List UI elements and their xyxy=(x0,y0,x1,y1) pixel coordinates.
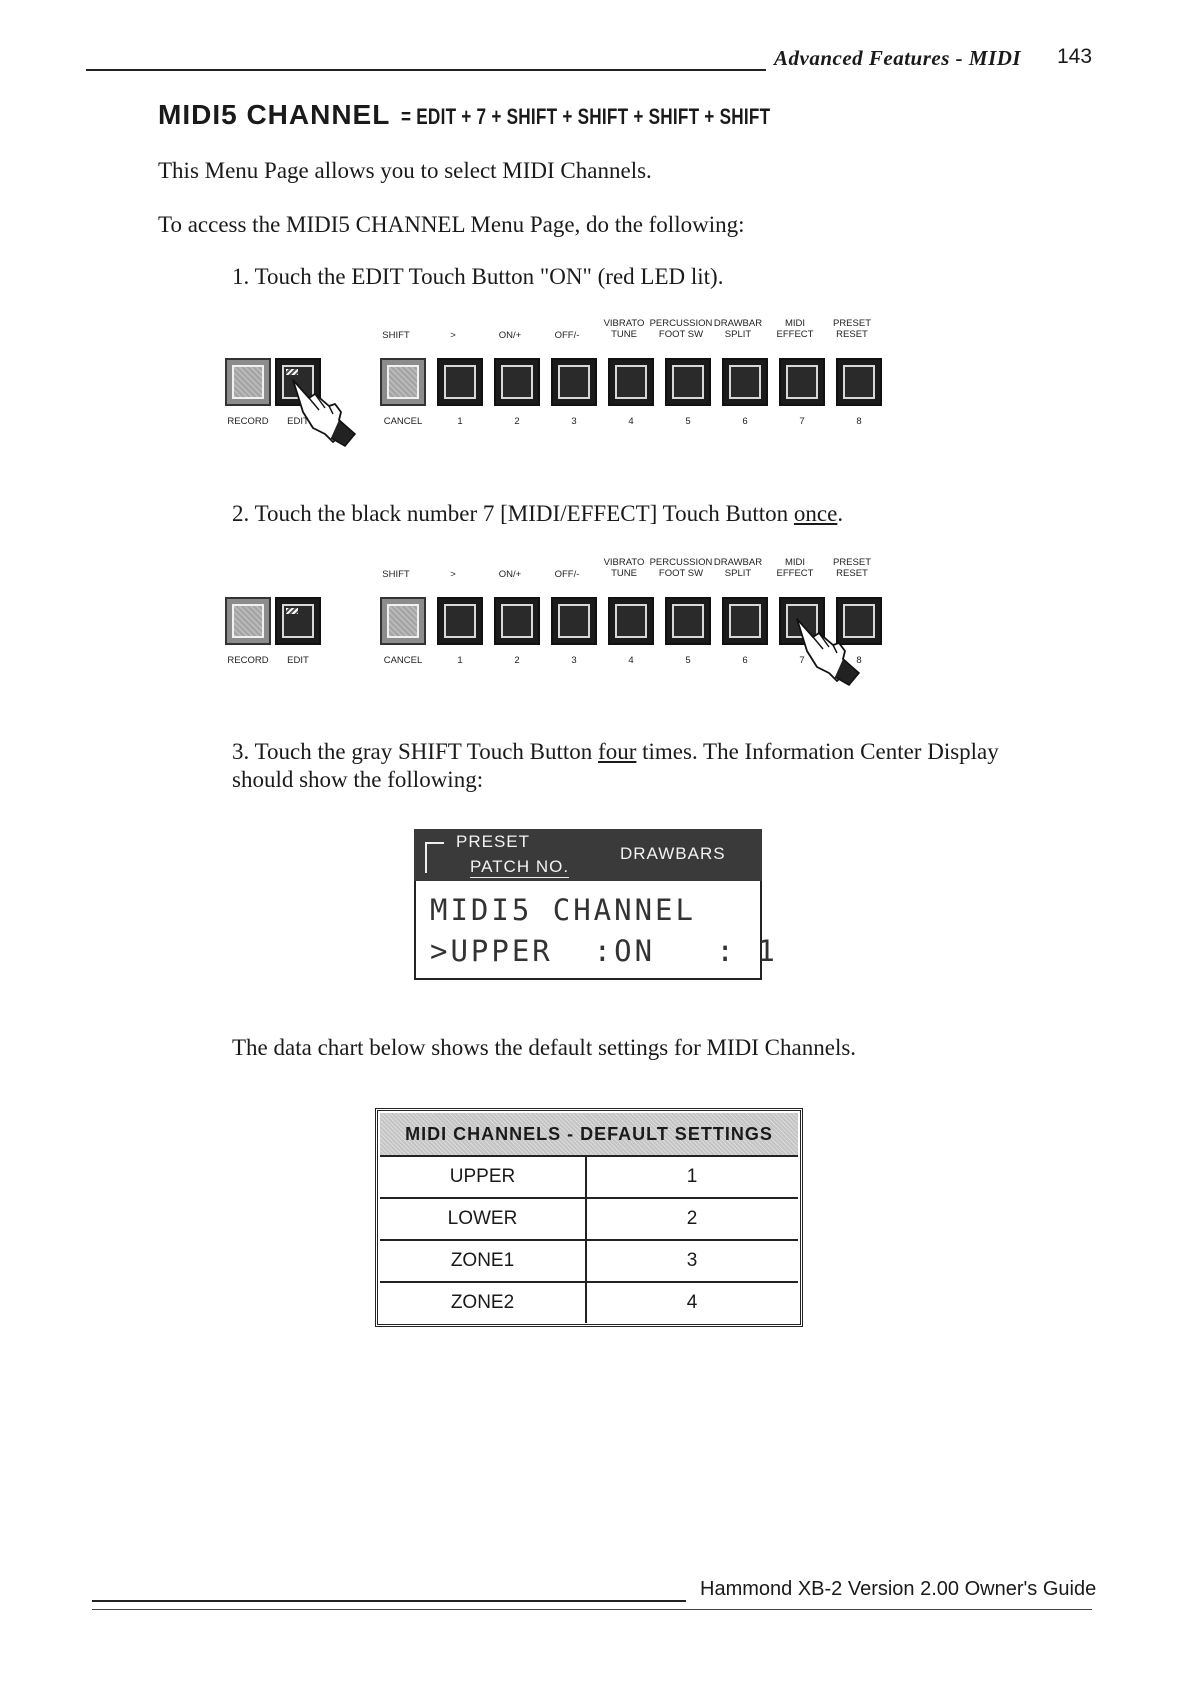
panel-top-label: VIBRATO TUNE xyxy=(603,557,645,579)
touch-button-record[interactable] xyxy=(225,597,271,645)
panel-bottom-label: 1 xyxy=(457,416,463,427)
channel-value: 3 xyxy=(686,1250,698,1271)
panel-bottom-label: 3 xyxy=(571,655,577,666)
display-patch-label: PATCH NO. xyxy=(470,857,570,876)
information-center-display xyxy=(414,829,778,980)
panel-top-label: PERCUSSION FOOT SW xyxy=(649,318,713,340)
display-line-1: MIDI5 CHANNEL xyxy=(430,893,696,927)
panel-top-label: > xyxy=(450,330,456,341)
touch-button-edit[interactable] xyxy=(275,597,321,645)
step-2-end: . xyxy=(837,501,844,526)
bracket-icon xyxy=(420,829,450,881)
panel-top-label: MIDI EFFECT xyxy=(776,318,814,340)
panel-bottom-label: CANCEL xyxy=(383,655,423,666)
panel-bottom-label: 2 xyxy=(514,655,520,666)
step-3-text: 3. Touch the gray SHIFT Touch Button xyxy=(232,739,599,764)
panel-bottom-label: 7 xyxy=(799,655,805,666)
step-3 xyxy=(232,739,999,765)
panel-bottom-label: 4 xyxy=(628,655,634,666)
touch-button-3[interactable] xyxy=(551,358,597,406)
table-row xyxy=(380,1283,798,1323)
panel-top-label: PRESET RESET xyxy=(832,557,871,579)
panel-bottom-label: EDIT xyxy=(287,416,309,427)
touch-button-4[interactable] xyxy=(608,358,654,406)
panel-top-label: PERCUSSION FOOT SW xyxy=(649,557,713,579)
touch-button-8[interactable] xyxy=(836,358,882,406)
touch-button-5[interactable] xyxy=(665,358,711,406)
step-3-emphasis: four xyxy=(598,739,637,764)
panel-bottom-label: RECORD xyxy=(227,416,269,427)
touch-button-1[interactable] xyxy=(437,597,483,645)
panel-bottom-label: 8 xyxy=(856,416,862,427)
panel-top-label: ON/+ xyxy=(498,330,522,341)
page-number: 143 xyxy=(1057,45,1093,68)
channel-name: ZONE2 xyxy=(380,1283,587,1323)
touch-button-6[interactable] xyxy=(722,597,768,645)
touch-button-7[interactable] xyxy=(779,358,825,406)
display-header xyxy=(414,829,762,881)
step-3-text-end: times. The Information Center Display xyxy=(636,739,999,764)
footer-rule xyxy=(92,1600,686,1602)
panel-top-label: PRESET RESET xyxy=(832,318,871,340)
key-combination: = EDIT + 7 + SHIFT + SHIFT + SHIFT + SHIFT xyxy=(400,104,771,129)
pointing-hand-icon xyxy=(793,615,873,695)
panel-top-label: VIBRATO TUNE xyxy=(603,318,645,340)
display-line-2: >UPPER :ON : 1 xyxy=(430,934,778,968)
touch-button-5[interactable] xyxy=(665,597,711,645)
panel-bottom-label: 6 xyxy=(742,416,748,427)
touch-button-cancel[interactable] xyxy=(380,597,426,645)
footer-rule-thin xyxy=(92,1609,1092,1610)
panel-bottom-label: 4 xyxy=(628,416,634,427)
panel-top-label: OFF/- xyxy=(554,569,580,580)
header-rule xyxy=(86,69,766,71)
panel-bottom-label: 3 xyxy=(571,416,577,427)
channel-name: UPPER xyxy=(380,1157,587,1197)
pointing-hand-icon xyxy=(289,376,369,456)
touch-button-4[interactable] xyxy=(608,597,654,645)
intro-paragraph-2: To access the MIDI5 CHANNEL Menu Page, do the following: xyxy=(158,212,745,237)
panel-top-label: SHIFT xyxy=(382,569,410,580)
panel-top-label: SHIFT xyxy=(382,330,410,341)
button-panel-step1 xyxy=(225,312,965,472)
panel-top-label: DRAWBAR SPLIT xyxy=(713,557,763,579)
panel-top-label: OFF/- xyxy=(554,330,580,341)
touch-button-2[interactable] xyxy=(494,597,540,645)
panel-bottom-label: RECORD xyxy=(227,655,269,666)
display-preset-label: PRESET xyxy=(456,832,531,851)
panel-bottom-label: 5 xyxy=(685,655,691,666)
panel-top-label: DRAWBAR SPLIT xyxy=(713,318,763,340)
touch-button-3[interactable] xyxy=(551,597,597,645)
panel-bottom-label: 7 xyxy=(799,416,805,427)
step-3-line2: should show the following: xyxy=(232,767,484,792)
table-row xyxy=(380,1241,798,1283)
touch-button-6[interactable] xyxy=(722,358,768,406)
panel-bottom-label: 6 xyxy=(742,655,748,666)
step-2-text: 2. Touch the black number 7 [MIDI/EFFECT] Touch Button xyxy=(232,501,794,526)
panel-top-label: MIDI EFFECT xyxy=(776,557,814,579)
step-1: 1. Touch the EDIT Touch Button "ON" (red LED lit). xyxy=(232,264,724,289)
section-heading xyxy=(158,99,874,131)
touch-button-1[interactable] xyxy=(437,358,483,406)
touch-button-2[interactable] xyxy=(494,358,540,406)
channel-value: 2 xyxy=(686,1208,698,1229)
display-screen xyxy=(414,881,778,980)
panel-bottom-label: 1 xyxy=(457,655,463,666)
table-title: MIDI CHANNELS - DEFAULT SETTINGS xyxy=(380,1113,798,1157)
display-drawbars-label: DRAWBARS xyxy=(620,844,726,863)
channel-value: 4 xyxy=(686,1292,698,1313)
section-title: MIDI5 CHANNEL xyxy=(158,99,391,130)
channel-name: LOWER xyxy=(380,1199,587,1239)
footer-title: Hammond XB-2 Version 2.00 Owner's Guide xyxy=(700,1578,1097,1600)
header-section-title: Advanced Features - MIDI xyxy=(774,46,1022,70)
panel-bottom-label: 2 xyxy=(514,416,520,427)
default-settings-table xyxy=(375,1108,803,1327)
chart-intro: The data chart below shows the default settings for MIDI Channels. xyxy=(232,1035,857,1060)
touch-button-cancel[interactable] xyxy=(380,358,426,406)
panel-top-label: > xyxy=(450,569,456,580)
button-panel-step2 xyxy=(225,551,965,711)
panel-bottom-label: EDIT xyxy=(287,655,309,666)
step-2-emphasis: once xyxy=(793,501,838,526)
intro-paragraph-1: This Menu Page allows you to select MIDI Channels. xyxy=(158,158,652,183)
panel-top-label: ON/+ xyxy=(498,569,522,580)
channel-name: ZONE1 xyxy=(380,1241,587,1281)
table-row xyxy=(380,1157,798,1199)
step-2 xyxy=(232,501,843,527)
table-row xyxy=(380,1199,798,1241)
panel-bottom-label: CANCEL xyxy=(383,416,423,427)
panel-bottom-label: 8 xyxy=(856,655,862,666)
panel-bottom-label: 5 xyxy=(685,416,691,427)
touch-button-record[interactable] xyxy=(225,358,271,406)
channel-value: 1 xyxy=(686,1166,698,1187)
